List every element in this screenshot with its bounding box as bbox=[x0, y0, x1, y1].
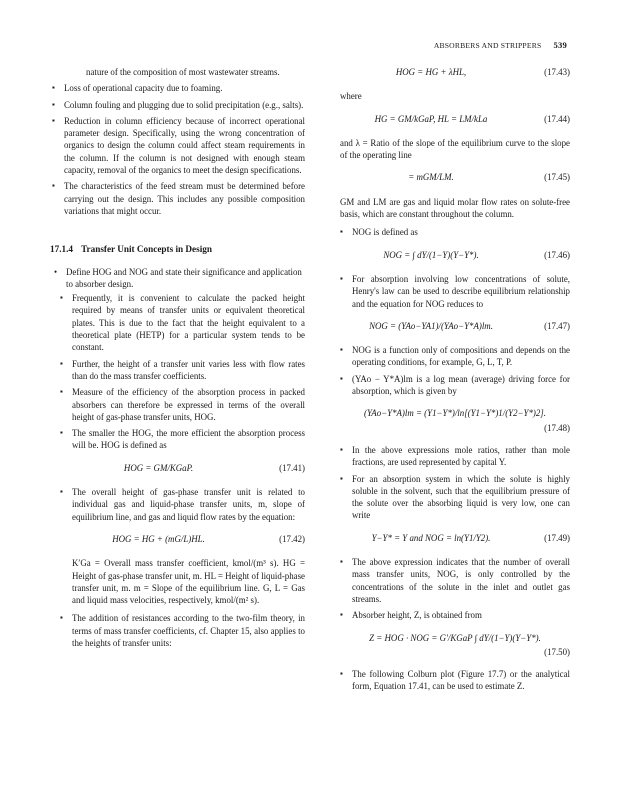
left-column bbox=[50, 66, 305, 653]
list-item: ▪ Loss of operational capacity due to foaming. bbox=[50, 82, 305, 94]
list-item: ▪ The above expression indicates that the number of overall mass transfer units, NOG, is only controlled by the concentrations of the solute in the inlet and outlet gas streams. bbox=[340, 556, 570, 605]
list-item: ▪ Reduction in column efficiency because of incorrect operational parameter design. Specifically, using the wrong concentration of organics to design the column could affect steam requirements in the column. If the column is not designed with enough steam capacity, removal of the organics to meet the design specifications. bbox=[50, 115, 305, 176]
equation-number: (17.49) bbox=[544, 532, 570, 543]
list-item: ▪ In the above expressions mole ratios, rather than mole fractions, are used represented by capital Y. bbox=[340, 444, 570, 469]
equation-17-45 bbox=[340, 171, 570, 183]
list-item: ▪ Absorber height, Z, is obtained from bbox=[340, 609, 570, 621]
section-title: Transfer Unit Concepts in Design bbox=[81, 244, 212, 255]
equation-number: (17.50) bbox=[544, 646, 570, 657]
list-item: ▪ Further, the height of a transfer unit varies less with flow rates than do the mass transfer coefficients. bbox=[60, 358, 305, 383]
equation-formula: = mGM/LM. bbox=[408, 172, 454, 183]
equation-17-46 bbox=[340, 249, 570, 261]
intro-text: nature of the composition of most wastewater streams. bbox=[86, 67, 280, 77]
list-item: ▪ NOG is defined as bbox=[340, 226, 570, 238]
list-item: ▪ For absorption involving low concentrations of solute, Henry's law can be used to describe equilibrium relationship and the equation for NOG reduces to bbox=[340, 273, 570, 310]
equation-17-42 bbox=[60, 533, 305, 545]
where-label: where bbox=[340, 91, 362, 102]
list-item: ▪ Measure of the efficiency of the absorption process in packed absorbers can therefore be expressed in terms of the overall height of gas-phase transfer units, HOG. bbox=[60, 386, 305, 423]
equation-formula: (YAo−Y*A)lm = (Y1−Y*)/ln[(Y1−Y*)1/(Y2−Y*)2]. bbox=[364, 408, 546, 419]
page-number: 539 bbox=[553, 40, 567, 50]
right-column bbox=[340, 66, 570, 697]
list-item: ▪ Column fouling and plugging due to solid precipitation (e.g., salts). bbox=[50, 99, 305, 111]
equation-formula: HOG = HG + λHL, bbox=[395, 67, 467, 77]
section-number: 17.1.4 bbox=[50, 244, 73, 255]
equation-formula: Y−Y* = Y and NOG = ln(Y1/Y2). bbox=[371, 532, 491, 543]
equation-17-41 bbox=[60, 462, 305, 474]
equation-number: (17.42) bbox=[279, 533, 305, 544]
equation-formula: NOG = ∫ dY/(1−Y)(Y−Y*). bbox=[383, 249, 479, 260]
lambda-definition: and λ = Ratio of the slope of the equilibrium curve to the slope of the operating line bbox=[340, 137, 570, 161]
equation-number: (17.43) bbox=[544, 67, 570, 77]
list-item: ▪ The following Colburn plot (Figure 17.7) or the analytical form, Equation 17.41, can be used to estimate Z. bbox=[340, 668, 570, 693]
equation-17-50 bbox=[340, 632, 570, 659]
equation-17-44 bbox=[340, 113, 570, 125]
equation-number: (17.47) bbox=[544, 320, 570, 331]
equation-number: (17.45) bbox=[544, 172, 570, 183]
list-item: ▪ Frequently, it is convenient to calculate the packed height required by means of transfer units or equivalent theoretical plates. This is due to the fact that the height equivalent to a theoretical plate (HETP) for a particular system tends to be constant. bbox=[60, 292, 305, 353]
equation-17-49 bbox=[340, 532, 570, 544]
equation-formula: Z = HOG · NOG = G′/KGaP ∫ dY/(1−Y)(Y−Y*). bbox=[369, 632, 541, 643]
running-title: ABSORBERS AND STRIPPERS bbox=[433, 41, 542, 50]
problem-list bbox=[50, 82, 305, 217]
variable-definitions: K′Ga = Overall mass transfer coefficient, kmol/(m³ s). HG = Height of gas-phase transfer unit, m. HL = Height of liquid-phase transfer unit, m. m = Slope of the equilibrium line. G, L = Gas and liquid mass velocities, respectively, kmol/(m² s). bbox=[72, 558, 305, 606]
equation-17-48 bbox=[340, 407, 570, 434]
list-item: ▪ The characteristics of the feed stream must be determined before carrying out the design. This includes any possible composition variations that might occur. bbox=[50, 180, 305, 217]
equation-number: (17.44) bbox=[544, 113, 570, 124]
equation-formula: HG = GM/kGaP, HL = LM/kLa bbox=[374, 113, 488, 124]
list-item: ▪ (YAo − Y*A)lm is a log mean (average) driving force for absorption, which is given by bbox=[340, 373, 570, 398]
equation-formula: HOG = GM/KGaP. bbox=[123, 462, 194, 473]
equation-number: (17.46) bbox=[544, 249, 570, 260]
equation-formula: NOG = (YAo−YA1)/(YAo−Y*A)lm. bbox=[369, 320, 493, 331]
objective-item: • Define HOG and NOG and state their significance and application to absorber design. bbox=[54, 266, 305, 291]
equation-number: (17.41) bbox=[279, 462, 305, 473]
transfer-unit-list bbox=[60, 292, 305, 649]
list-item: ▪ The overall height of gas-phase transfer unit is related to individual gas and liquid-phase transfer units, m, slope of equilibrium line, and gas and liquid flow rates by the equation: bbox=[60, 486, 305, 523]
equation-17-47 bbox=[340, 320, 570, 332]
section-heading bbox=[50, 243, 305, 255]
equation-formula: HOG = HG + (mG/L)HL. bbox=[112, 533, 205, 544]
running-header bbox=[434, 40, 567, 50]
flow-rate-definition: GM and LM are gas and liquid molar flow rates on solute-free basis, which are constant throughout the column. bbox=[340, 196, 570, 220]
list-item: ▪ NOG is a function only of compositions and depends on the operating conditions, for example, G, L, T, P. bbox=[340, 344, 570, 369]
list-item: ▪ The addition of resistances according to the two-film theory, in terms of mass transfer coefficients, cf. Chapter 15, also applies to the heights of transfer units: bbox=[60, 612, 305, 649]
list-item: ▪ For an absorption system in which the solute is highly soluble in the solvent, such that the equilibrium pressure of the solute over the absorbing liquid is very low, one can write bbox=[340, 473, 570, 522]
equation-17-43 bbox=[340, 66, 570, 78]
list-item: ▪ The smaller the HOG, the more efficient the absorption process will be. HOG is defined as bbox=[60, 427, 305, 452]
equation-number: (17.48) bbox=[544, 422, 570, 433]
